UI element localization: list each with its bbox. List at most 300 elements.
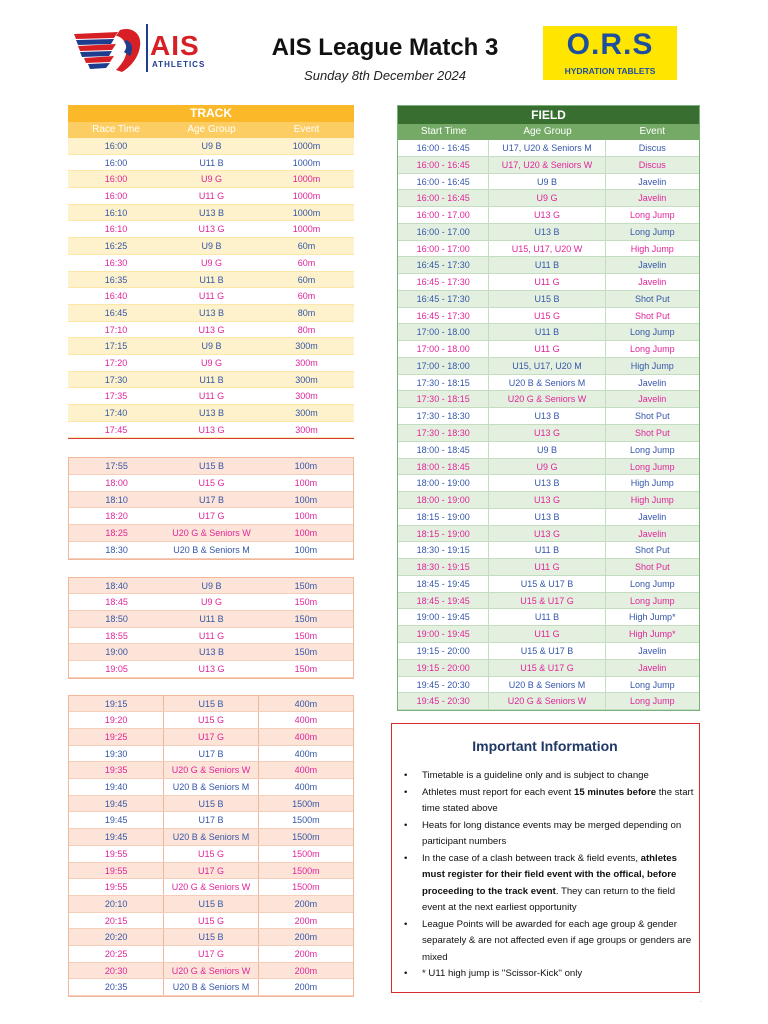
- table-row: [398, 408, 699, 425]
- field-header-row: [398, 124, 699, 140]
- track-group-4: [68, 695, 354, 997]
- race-time: 18:55: [105, 630, 128, 641]
- event: 1500m: [292, 798, 320, 809]
- table-row: [398, 375, 699, 392]
- start-time: 16:45 - 17:30: [398, 274, 489, 290]
- age-group: U13 B: [198, 647, 224, 658]
- event: 300m: [295, 391, 318, 402]
- age-group: U11 G: [489, 341, 605, 357]
- table-row: [398, 693, 699, 710]
- age-group: U11 B: [489, 324, 605, 340]
- age-group: U15 B: [164, 696, 258, 712]
- event: High Jump: [630, 478, 674, 489]
- age-group: U13 G: [489, 425, 605, 441]
- event: Shot Put: [635, 411, 670, 422]
- track-group-3: [68, 577, 354, 679]
- age-group: U11 B: [489, 609, 605, 625]
- table-row: [398, 224, 699, 241]
- event: Shot Put: [635, 310, 670, 321]
- age-group: U20 B & Seniors M: [489, 677, 605, 693]
- age-group: U11 G: [198, 191, 225, 202]
- event: 1000m: [292, 141, 321, 151]
- table-row: [69, 729, 353, 746]
- age-group: U9 G: [200, 597, 222, 608]
- age-group: U17 G: [198, 511, 225, 522]
- start-time: 18:00 - 19:00: [398, 475, 489, 491]
- race-time: 19:55: [69, 846, 164, 862]
- track-table: [68, 105, 354, 997]
- ors-logo-text: O.R.S: [566, 28, 654, 61]
- table-row: [69, 525, 353, 542]
- page-title: AIS League Match 3: [271, 34, 499, 61]
- age-group: U17 G: [164, 729, 258, 745]
- race-time: 18:00: [105, 478, 128, 489]
- event: Long Jump: [630, 679, 675, 690]
- track-groups: [68, 138, 354, 997]
- event: 1000m: [292, 191, 321, 202]
- table-row: [69, 661, 353, 678]
- event: Long Jump: [630, 327, 675, 338]
- start-time: 17:30 - 18:30: [398, 408, 489, 424]
- ors-logo-subtext: HYDRATION TABLETS: [564, 66, 656, 76]
- event: 100m: [294, 544, 318, 555]
- ais-logo-text: AIS: [150, 30, 200, 61]
- table-row: [398, 442, 699, 459]
- race-time: 19:20: [69, 712, 164, 728]
- start-time: 16:00 - 17.00: [398, 224, 489, 240]
- event: High Jump*: [629, 629, 676, 640]
- field-col-event: Event: [639, 126, 666, 137]
- table-row: [68, 155, 354, 172]
- table-row: [68, 171, 354, 188]
- table-row: [69, 796, 353, 813]
- race-time: 16:00: [104, 141, 128, 151]
- event: 200m: [294, 948, 318, 959]
- event: 300m: [295, 408, 318, 418]
- start-time: 18:00 - 18:45: [398, 442, 489, 458]
- age-group: U11 G: [198, 291, 225, 302]
- event: 150m: [294, 597, 318, 608]
- table-row: [69, 594, 353, 611]
- event: Shot Put: [635, 428, 670, 439]
- start-time: 16:00 - 17.00: [398, 207, 489, 223]
- race-time: 19:55: [69, 863, 164, 879]
- age-group: U11 B: [199, 274, 224, 285]
- event: 100m: [294, 511, 318, 522]
- start-time: 19:15 - 20:00: [398, 643, 489, 659]
- ais-logo-subtext: ATHLETICS: [152, 60, 206, 69]
- race-time: 17:40: [104, 408, 128, 418]
- table-row: [398, 341, 699, 358]
- event: Javelin: [638, 394, 667, 405]
- start-time: 18:45 - 19:45: [398, 593, 489, 609]
- event: Shot Put: [635, 293, 670, 304]
- start-time: 16:00 - 16:45: [398, 140, 489, 156]
- age-group: U13 B: [489, 408, 605, 424]
- table-row: [398, 291, 699, 308]
- age-group: U11 B: [489, 257, 605, 273]
- race-time: 16:00: [104, 157, 128, 168]
- table-row: [69, 846, 353, 863]
- age-group: U17, U20 & Seniors M: [489, 140, 605, 156]
- event: 1000m: [292, 207, 321, 218]
- race-time: 16:45: [104, 307, 128, 318]
- age-group: U15 B: [164, 896, 258, 912]
- field-table: [397, 105, 700, 711]
- table-row: [398, 358, 699, 375]
- age-group: U9 G: [200, 174, 222, 185]
- table-row: [68, 338, 354, 355]
- event: 300m: [295, 357, 318, 368]
- table-row: [398, 526, 699, 543]
- event: 1000m: [292, 174, 321, 185]
- event: 1500m: [292, 848, 320, 859]
- table-row: [398, 542, 699, 559]
- event: 80m: [297, 307, 316, 318]
- table-row: [398, 274, 699, 291]
- age-group: U11 G: [198, 630, 225, 641]
- age-group: U20 B & Seniors M: [164, 979, 258, 995]
- table-row: [398, 190, 699, 207]
- age-group: U20 B & Seniors M: [164, 779, 258, 795]
- table-row: [69, 913, 353, 930]
- race-time: 19:15: [69, 696, 164, 712]
- race-time: 18:30: [105, 544, 128, 555]
- event: 1500m: [292, 882, 320, 893]
- table-row: [69, 762, 353, 779]
- table-row: [398, 626, 699, 643]
- table-row: [398, 174, 699, 191]
- age-group: U13 G: [489, 207, 605, 223]
- table-row: [69, 611, 353, 628]
- age-group: U15 G: [198, 478, 225, 489]
- start-time: 16:45 - 17:30: [398, 308, 489, 324]
- race-time: 20:20: [69, 929, 164, 945]
- race-time: 19:45: [69, 796, 164, 812]
- event: 200m: [294, 982, 318, 993]
- age-group: U20 G & Seniors W: [164, 762, 258, 778]
- table-row: [398, 509, 699, 526]
- event: 60m: [297, 257, 316, 268]
- table-row: [398, 559, 699, 576]
- event: 150m: [294, 663, 318, 674]
- event: Long Jump: [630, 344, 675, 355]
- age-group: U9 B: [489, 442, 605, 458]
- table-row: [398, 140, 699, 157]
- event: Javelin: [638, 645, 667, 656]
- table-row: [69, 812, 353, 829]
- start-time: 17:30 - 18:15: [398, 375, 489, 391]
- table-row: [398, 459, 699, 476]
- age-group: U15, U17, U20 W: [489, 241, 605, 257]
- race-time: 20:15: [69, 913, 164, 929]
- start-time: 18:15 - 19:00: [398, 509, 489, 525]
- field-col-time: Start Time: [420, 126, 467, 137]
- age-group: U20 G & Seniors W: [164, 963, 258, 979]
- race-time: 19:40: [69, 779, 164, 795]
- table-row: [68, 405, 354, 422]
- age-group: U15 B: [489, 291, 605, 307]
- table-row: [398, 241, 699, 258]
- race-time: 18:45: [105, 597, 128, 608]
- table-row: [69, 929, 353, 946]
- event: 300m: [295, 374, 318, 385]
- age-group: U9 B: [201, 580, 222, 591]
- event: 300m: [295, 341, 318, 352]
- table-row: [69, 644, 353, 661]
- event: Long Jump: [630, 226, 675, 237]
- age-group: U17 G: [164, 946, 258, 962]
- event: 200m: [294, 915, 318, 926]
- age-group: U13 B: [489, 224, 605, 240]
- event: 200m: [294, 932, 318, 943]
- track-col-time: Race Time: [92, 124, 140, 135]
- race-time: 16:30: [104, 257, 128, 268]
- start-time: 18:15 - 19:00: [398, 526, 489, 542]
- race-time: 16:40: [104, 291, 128, 302]
- age-group: U20 B & Seniors M: [164, 829, 258, 845]
- race-time: 20:25: [69, 946, 164, 962]
- event: 1500m: [292, 832, 320, 843]
- event: Long Jump: [630, 444, 675, 455]
- race-time: 20:10: [69, 896, 164, 912]
- age-group: U13 G: [198, 324, 225, 335]
- age-group: U11 B: [199, 613, 224, 624]
- age-group: U20 G & Seniors W: [172, 528, 251, 539]
- event: 1500m: [292, 865, 320, 876]
- event: Long Jump: [630, 595, 675, 606]
- race-time: 20:30: [69, 963, 164, 979]
- event: 100m: [294, 494, 318, 505]
- table-row: [398, 157, 699, 174]
- event: Javelin: [638, 528, 667, 539]
- race-time: 18:10: [105, 494, 128, 505]
- event: 400m: [294, 765, 318, 776]
- table-row: [398, 576, 699, 593]
- race-time: 16:00: [104, 174, 128, 185]
- race-time: 17:35: [104, 391, 128, 402]
- table-row: [398, 660, 699, 677]
- event: 400m: [294, 715, 318, 726]
- event: 400m: [294, 732, 318, 742]
- event: 60m: [297, 291, 316, 302]
- table-row: [69, 458, 353, 475]
- event: Javelin: [638, 662, 667, 673]
- table-row: [69, 628, 353, 645]
- age-group: U15 & U17 G: [489, 660, 605, 676]
- table-row: [398, 207, 699, 224]
- event: 60m: [297, 241, 316, 252]
- event: 100m: [294, 478, 318, 489]
- table-row: [398, 677, 699, 694]
- age-group: U17, U20 & Seniors W: [489, 157, 605, 173]
- event: Discus: [638, 159, 666, 170]
- track-group-1: [68, 138, 354, 439]
- age-group: U9 B: [489, 174, 605, 190]
- start-time: 19:45 - 20:30: [398, 677, 489, 693]
- important-info-box: [391, 723, 700, 993]
- start-time: 19:45 - 20:30: [398, 693, 489, 709]
- start-time: 16:45 - 17:30: [398, 291, 489, 307]
- table-row: [68, 205, 354, 222]
- table-row: [68, 422, 354, 439]
- age-group: U13 G: [198, 224, 225, 235]
- race-time: 16:00: [104, 191, 128, 202]
- age-group: U11 B: [199, 374, 224, 385]
- race-time: 17:45: [104, 424, 128, 435]
- table-row: [69, 542, 353, 559]
- table-row: [69, 508, 353, 525]
- age-group: U13 B: [489, 475, 605, 491]
- race-time: 19:55: [69, 879, 164, 895]
- start-time: 18:30 - 19:15: [398, 559, 489, 575]
- event: 200m: [294, 898, 318, 909]
- event: Javelin: [638, 176, 667, 187]
- race-time: 18:50: [105, 613, 128, 624]
- start-time: 19:00 - 19:45: [398, 626, 489, 642]
- age-group: U13 G: [198, 663, 225, 674]
- table-row: [398, 257, 699, 274]
- event: 300m: [295, 424, 318, 435]
- start-time: 16:00 - 16:45: [398, 190, 489, 206]
- track-col-age: Age Group: [187, 124, 236, 135]
- age-group: U15 G: [164, 913, 258, 929]
- start-time: 19:00 - 19:45: [398, 609, 489, 625]
- event: High Jump*: [629, 612, 676, 623]
- table-row: [69, 946, 353, 963]
- age-group: U17 B: [164, 812, 258, 828]
- event: Long Jump: [630, 696, 675, 707]
- table-row: [69, 746, 353, 763]
- start-time: 17:00 - 18.00: [398, 341, 489, 357]
- event: 60m: [297, 274, 316, 285]
- age-group: U13 B: [198, 408, 224, 418]
- table-row: [68, 272, 354, 289]
- table-row: [68, 388, 354, 405]
- race-time: 19:30: [69, 746, 164, 762]
- age-group: U13 B: [198, 207, 224, 218]
- age-group: U20 B & Seniors M: [173, 544, 250, 555]
- event: 100m: [294, 461, 318, 472]
- event: Discus: [638, 143, 666, 153]
- event: Javelin: [638, 377, 667, 388]
- table-row: [69, 896, 353, 913]
- race-time: 17:55: [105, 461, 128, 472]
- start-time: 17:00 - 18:00: [398, 358, 489, 374]
- table-row: [398, 425, 699, 442]
- race-time: 19:35: [69, 762, 164, 778]
- event: Shot Put: [635, 545, 670, 556]
- age-group: U13 G: [489, 526, 605, 542]
- age-group: U9 B: [201, 141, 222, 151]
- event: 150m: [294, 613, 318, 624]
- age-group: U11 G: [489, 626, 605, 642]
- age-group: U15 B: [164, 796, 258, 812]
- event: Long Jump: [630, 461, 675, 472]
- field-title: FIELD: [398, 106, 699, 124]
- race-time: 17:20: [104, 357, 128, 368]
- event: Long Jump: [630, 578, 675, 589]
- table-row: [69, 696, 353, 713]
- track-col-event: Event: [293, 124, 320, 135]
- track-header-row: [68, 122, 354, 138]
- info-title: Important Information: [472, 738, 618, 754]
- table-row: [398, 593, 699, 610]
- race-time: 16:10: [104, 207, 128, 218]
- event: Long Jump: [630, 210, 675, 221]
- age-group: U15 G: [164, 712, 258, 728]
- list-item: • Athletes must report for each event 15 minutes before the start time stated above: [402, 785, 694, 818]
- start-time: 18:00 - 18:45: [398, 459, 489, 475]
- age-group: U17 G: [164, 863, 258, 879]
- age-group: U20 G & Seniors W: [489, 391, 605, 407]
- list-item: • * U11 high jump is ''Scissor-Kick'' only: [402, 966, 694, 983]
- ais-logo-divider: [146, 24, 148, 72]
- event: 1500m: [292, 815, 320, 826]
- age-group: U15 & U17 G: [489, 593, 605, 609]
- table-row: [398, 324, 699, 341]
- age-group: U9 G: [489, 190, 605, 206]
- table-row: [68, 288, 354, 305]
- event: 150m: [294, 580, 318, 591]
- event: 1000m: [292, 224, 321, 235]
- age-group: U15 B: [198, 461, 224, 472]
- start-time: 18:45 - 19:45: [398, 576, 489, 592]
- age-group: U15 & U17 B: [489, 643, 605, 659]
- age-group: U13 B: [198, 307, 224, 318]
- age-group: U11 B: [199, 157, 224, 168]
- race-time: 17:30: [104, 374, 128, 385]
- race-time: 20:35: [69, 979, 164, 995]
- start-time: 18:00 - 19:00: [398, 492, 489, 508]
- table-row: [68, 138, 354, 155]
- table-row: [68, 355, 354, 372]
- ors-logo: [543, 26, 677, 80]
- age-group: U13 B: [489, 509, 605, 525]
- age-group: U15 B: [164, 929, 258, 945]
- start-time: 19:15 - 20:00: [398, 660, 489, 676]
- table-row: [69, 492, 353, 509]
- race-time: 16:10: [104, 224, 128, 235]
- table-row: [398, 643, 699, 660]
- race-time: 19:45: [69, 829, 164, 845]
- race-time: 19:00: [105, 647, 128, 658]
- start-time: 17:00 - 18.00: [398, 324, 489, 340]
- age-group: U9 B: [201, 241, 222, 252]
- event: Javelin: [638, 260, 667, 271]
- start-time: 18:30 - 19:15: [398, 542, 489, 558]
- race-time: 18:25: [105, 528, 128, 539]
- table-row: [69, 712, 353, 729]
- list-item: • Timetable is a guideline only and is subject to change: [402, 768, 694, 785]
- age-group: U20 G & Seniors W: [164, 879, 258, 895]
- table-row: [68, 305, 354, 322]
- track-group-2: [68, 457, 354, 559]
- age-group: U11 G: [198, 391, 225, 402]
- event: Javelin: [638, 277, 667, 288]
- event: Shot Put: [635, 562, 670, 573]
- event: 80m: [297, 324, 316, 335]
- race-time: 19:45: [69, 812, 164, 828]
- event: Javelin: [638, 193, 667, 204]
- table-row: [69, 779, 353, 796]
- page-mark: .: [700, 998, 702, 1004]
- start-time: 16:00 - 16:45: [398, 174, 489, 190]
- page-subtitle: Sunday 8th December 2024: [304, 68, 466, 83]
- race-time: 18:20: [105, 511, 128, 522]
- age-group: U13 G: [489, 492, 605, 508]
- table-row: [68, 238, 354, 255]
